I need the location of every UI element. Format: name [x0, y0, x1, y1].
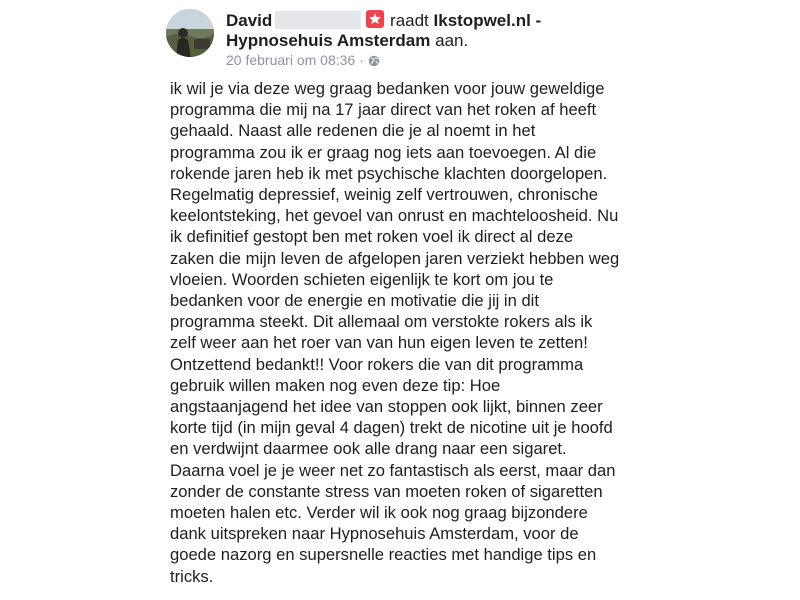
post-header [226, 10, 630, 51]
timestamp-link[interactable]: 20 februari om 08:36 [226, 52, 356, 68]
profile-photo-icon [166, 9, 214, 57]
review-post [158, 0, 638, 600]
meta-separator: · [359, 52, 364, 68]
action-verb: raadt [390, 11, 429, 30]
globe-icon[interactable] [368, 53, 380, 71]
redacted-surname [275, 11, 361, 29]
avatar[interactable] [166, 9, 214, 57]
action-suffix: aan. [435, 31, 469, 50]
post-body: ik wil je via deze weg graag bedanken voor jouw geweldige programma die mij na 17 jaar direct van het roken af heeft gehaald. Naast alle redenen die je al noemt in het programma zou ik er graag nog iets aan toevoegen. Al die rokende jaren heb ik met psychische klachten doorgelopen. Regelmatig depressief, weinig zelf vertrouwen, chronische keelontsteking, het gevoel van onrust en machteloosheid. Nu ik definitief gestopt ben met roken voel ik direct al deze zaken die mijn leven de afgelopen jaren verziekt hebben weg vloeien. Woorden schieten eigenlijk te kort om jou te bedanken voor de energie en motivatie die jij in dit programma steekt. Dit allemaal om verstokte rokers als ik zelf weer aan het roer van van hun eigen leven te zetten! Ontzettend bedankt!! Voor rokers die van dit programma gebruik willen maken nog even deze tip: Hoe angstaanjagend het idee van stoppen ook lijkt, binnen zeer korte tijd (in mijn geval 4 dagen) trekt de nicotine uit je hoofd en verdwijnt daarmee ook alle drang naar een sigaret. Daarna voel je je weer net zo fantastisch als eerst, maar dan zonder de constante stress van moeten roken of sigaretten moeten halen etc. Verder wil ik ook nog graag bijzondere dank uitspreken naar Hypnosehuis Amsterdam, voor de goede nazorg en supersnelle reacties met handige tips en tricks. [170, 79, 620, 586]
recommendation-star-icon [366, 10, 384, 28]
author-name[interactable]: David [226, 11, 273, 30]
post-meta [226, 51, 380, 71]
page-name-link[interactable]: Ikstopwel.nl - Hypnosehuis Amsterdam [226, 11, 542, 50]
